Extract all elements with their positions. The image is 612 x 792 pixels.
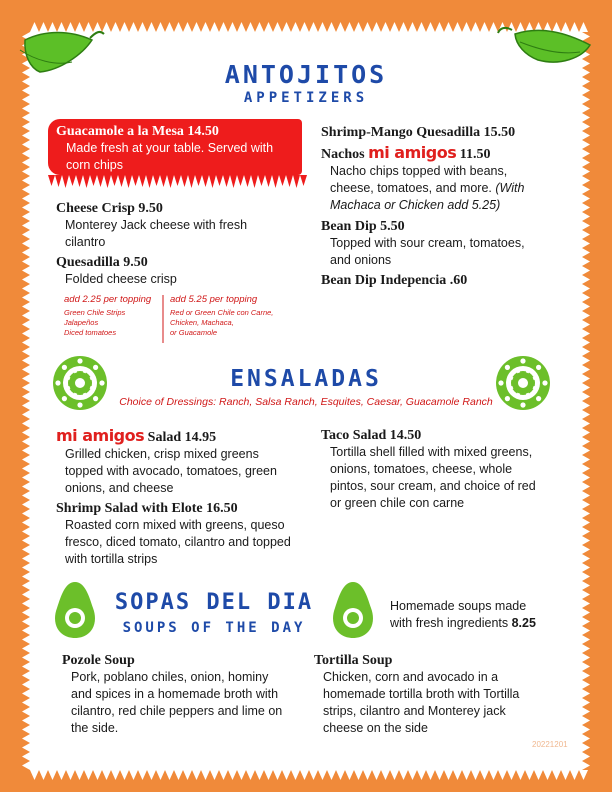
- item-description: strips, cilantro and Monterey jack: [323, 704, 506, 718]
- item-description: onions, tomatoes, cheese, whole: [330, 462, 513, 476]
- menu-item-shrimp-mango: Shrimp-Mango Quesadilla 15.50: [321, 125, 516, 140]
- soups-heading: SOPAS DEL DIA: [114, 590, 314, 615]
- item-description: cilantro: [65, 235, 106, 249]
- item-title: Shrimp Salad with Elote 16.50: [56, 501, 238, 516]
- mi-amigos-logo: mi amigos: [56, 426, 145, 445]
- salads-heading: ENSALADAS: [230, 366, 382, 392]
- item-description: Topped with sour cream, tomatoes,: [330, 236, 525, 250]
- menu-item-taco-salad: [321, 427, 576, 512]
- item-description: Folded cheese crisp: [65, 272, 177, 286]
- item-description: corn chips: [66, 158, 123, 172]
- item-description: Made fresh at your table. Served with: [66, 141, 274, 155]
- appetizers-heading: ANTOJITOS: [224, 60, 388, 89]
- homemade-text: with fresh ingredients: [390, 616, 509, 630]
- topping-item: Chicken, Machaca,: [170, 318, 234, 327]
- soup-price: 8.25: [511, 616, 536, 630]
- item-description: Pork, poblano chiles, onion, hominy: [71, 670, 269, 684]
- item-title: Salad 14.95: [147, 430, 217, 445]
- dressing-choices: Choice of Dressings: Ranch, Salsa Ranch, Esquites, Caesar, Guacamole Ranch: [119, 396, 493, 408]
- item-title: Guacamole a la Mesa 14.50: [56, 124, 219, 139]
- item-description: topped with avocado, tomatoes, green: [65, 464, 277, 478]
- menu-item-tortilla-soup: [314, 652, 569, 737]
- menu-item-pozole: [62, 652, 312, 737]
- item-title: Tortilla Soup: [314, 653, 393, 668]
- topping-item: or Guacamole: [170, 328, 218, 337]
- item-title: Bean Dip 5.50: [321, 219, 405, 234]
- item-description: cheese, tomatoes, and more.: [330, 181, 492, 195]
- item-description: and onions: [330, 253, 392, 267]
- footer-code: 20221201: [532, 740, 568, 749]
- item-note: Machaca or Chicken add 5.25): [330, 198, 501, 212]
- homemade-text: Homemade soups made: [390, 599, 527, 613]
- menu-item-cheese-crisp: [56, 200, 306, 251]
- menu-item-bean-dip-indepencia: Bean Dip Indepencia .60: [321, 273, 468, 288]
- topping-note-b: [170, 293, 300, 338]
- item-description: Chicken, corn and avocado in a: [323, 670, 499, 684]
- item-description: Nacho chips topped with beans,: [330, 164, 508, 178]
- topping-note-a: [64, 293, 162, 338]
- item-description: pintos, sour cream, and choice of red: [330, 479, 536, 493]
- topping-item: Diced tomatoes: [64, 328, 117, 337]
- item-description: the side.: [71, 721, 119, 735]
- soups-subheading: SOUPS OF THE DAY: [122, 620, 306, 636]
- item-description: fresco, diced tomato, cilantro and topped: [65, 535, 291, 549]
- guacamole-highlight: [48, 119, 302, 175]
- item-title: Taco Salad 14.50: [321, 428, 422, 443]
- item-note: (With: [495, 181, 525, 195]
- item-title: Cheese Crisp 9.50: [56, 201, 163, 216]
- topping-item: Jalapeños: [64, 318, 99, 327]
- appetizers-subheading: APPETIZERS: [243, 90, 369, 106]
- item-title: Nachos: [321, 147, 365, 162]
- item-price: 11.50: [459, 147, 491, 162]
- item-description: cilantro, red chile peppers and lime on: [71, 704, 283, 718]
- item-title: Pozole Soup: [62, 653, 135, 668]
- mi-amigos-logo: mi amigos: [368, 143, 457, 162]
- menu-item-nachos: [321, 144, 571, 214]
- item-description: Monterey Jack cheese with fresh: [65, 218, 248, 232]
- item-title: Quesadilla 9.50: [56, 255, 148, 270]
- sun-wheel-icon: [53, 356, 107, 410]
- topping-item: Green Chile Strips: [64, 308, 126, 317]
- item-description: homemade tortilla broth with Tortilla: [323, 687, 520, 701]
- menu-item-mi-amigos-salad: [56, 427, 311, 497]
- menu-item-bean-dip: [321, 218, 571, 269]
- item-description: Grilled chicken, crisp mixed greens: [65, 447, 259, 461]
- item-description: onions, and cheese: [65, 481, 174, 495]
- topping-label: add 2.25 per topping: [64, 294, 152, 305]
- item-description: Roasted corn mixed with greens, queso: [65, 518, 285, 532]
- item-description: and spices in a homemade broth with: [71, 687, 279, 701]
- topping-item: Red or Green Chile con Carne,: [170, 308, 274, 317]
- item-description: cheese on the side: [323, 721, 428, 735]
- menu-item-shrimp-salad: [56, 500, 316, 568]
- sun-wheel-icon: [496, 356, 550, 410]
- item-description: Tortilla shell filled with mixed greens,: [330, 445, 533, 459]
- item-description: or green chile con carne: [330, 496, 465, 510]
- homemade-note: [390, 598, 580, 632]
- item-description: with tortilla strips: [65, 552, 158, 566]
- topping-label: add 5.25 per topping: [170, 294, 258, 305]
- menu-item-quesadilla: [56, 254, 306, 288]
